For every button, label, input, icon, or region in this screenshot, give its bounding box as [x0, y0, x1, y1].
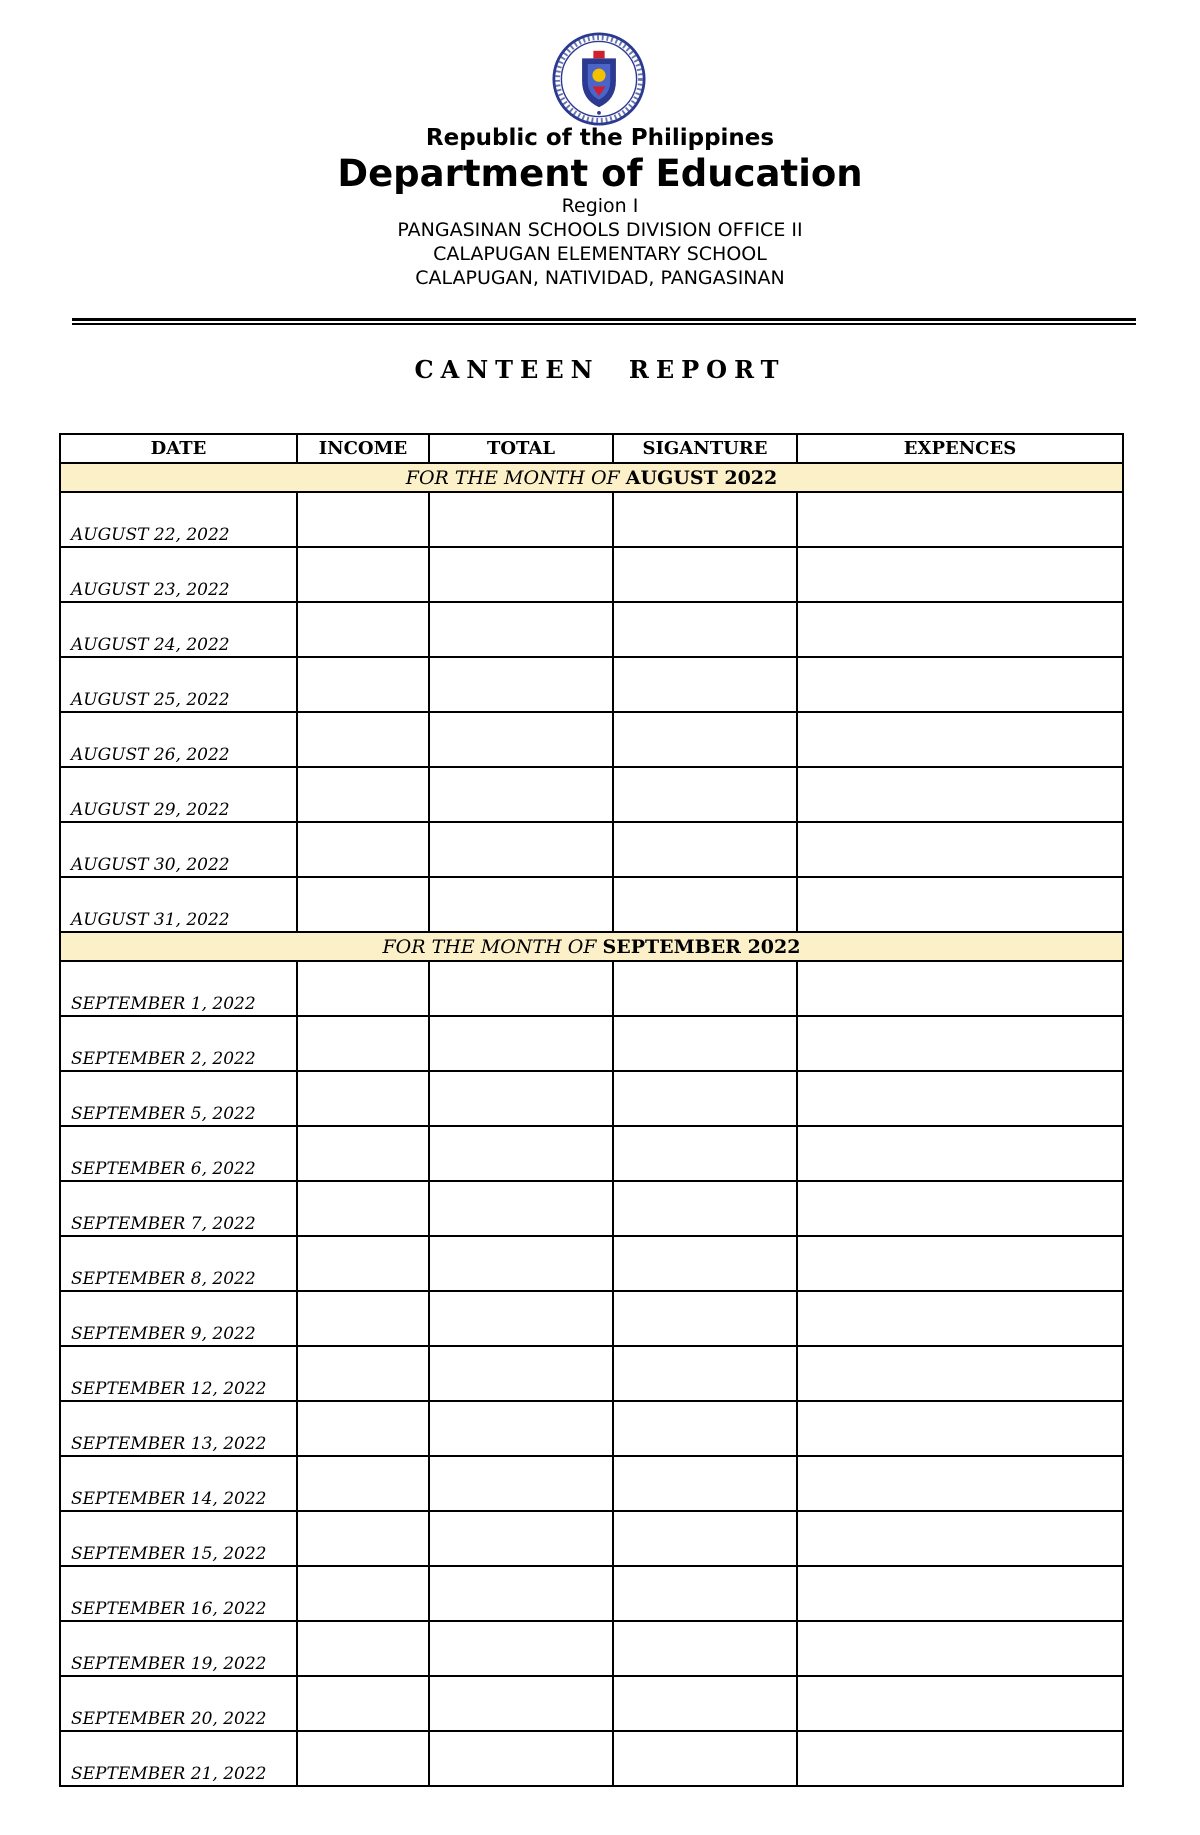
date-cell: AUGUST 25, 2022	[60, 657, 297, 712]
table-row	[60, 767, 1123, 822]
expenses-cell[interactable]	[797, 492, 1123, 547]
date-cell: SEPTEMBER 8, 2022	[60, 1236, 297, 1291]
deped-seal-icon	[552, 32, 646, 126]
signature-cell[interactable]	[613, 822, 797, 877]
income-cell[interactable]	[297, 961, 429, 1016]
total-cell[interactable]	[429, 1071, 613, 1126]
signature-cell[interactable]	[613, 712, 797, 767]
expenses-cell[interactable]	[797, 1731, 1123, 1786]
signature-cell[interactable]	[613, 492, 797, 547]
expenses-cell[interactable]	[797, 1126, 1123, 1181]
signature-cell[interactable]	[613, 1071, 797, 1126]
expenses-cell[interactable]	[797, 1016, 1123, 1071]
table-row	[60, 712, 1123, 767]
signature-cell[interactable]	[613, 1566, 797, 1621]
month-prefix: FOR THE MONTH OF	[405, 466, 626, 489]
table-row	[60, 492, 1123, 547]
income-cell[interactable]	[297, 602, 429, 657]
total-cell[interactable]	[429, 1126, 613, 1181]
header-divider-thin	[72, 323, 1136, 325]
expenses-cell[interactable]	[797, 822, 1123, 877]
income-cell[interactable]	[297, 1236, 429, 1291]
signature-cell[interactable]	[613, 1346, 797, 1401]
address-line: CALAPUGAN, NATIVIDAD, PANGASINAN	[415, 267, 785, 289]
income-cell[interactable]	[297, 877, 429, 932]
total-cell[interactable]	[429, 1511, 613, 1566]
income-cell[interactable]	[297, 1071, 429, 1126]
date-cell: SEPTEMBER 20, 2022	[60, 1676, 297, 1731]
signature-cell[interactable]	[613, 1181, 797, 1236]
income-cell[interactable]	[297, 712, 429, 767]
table-row	[60, 1236, 1123, 1291]
date-cell: AUGUST 31, 2022	[60, 877, 297, 932]
expenses-cell[interactable]	[797, 1401, 1123, 1456]
table-row	[60, 547, 1123, 602]
income-cell[interactable]	[297, 1456, 429, 1511]
column-header-income: INCOME	[297, 434, 429, 463]
table-row	[60, 1731, 1123, 1786]
income-cell[interactable]	[297, 492, 429, 547]
month-name: AUGUST 2022	[625, 466, 778, 489]
income-cell[interactable]	[297, 1016, 429, 1071]
report-title: CANTEEN REPORT	[414, 355, 786, 384]
expenses-cell[interactable]	[797, 1181, 1123, 1236]
signature-cell[interactable]	[613, 602, 797, 657]
income-cell[interactable]	[297, 657, 429, 712]
date-cell: AUGUST 26, 2022	[60, 712, 297, 767]
income-cell[interactable]	[297, 1291, 429, 1346]
expenses-cell[interactable]	[797, 712, 1123, 767]
table-row	[60, 1621, 1123, 1676]
republic-heading: Republic of the Philippines	[425, 125, 775, 151]
expenses-cell[interactable]	[797, 1511, 1123, 1566]
income-cell[interactable]	[297, 547, 429, 602]
column-header-date: DATE	[60, 434, 297, 463]
department-heading: Department of Education	[337, 152, 863, 195]
total-cell[interactable]	[429, 1566, 613, 1621]
income-cell[interactable]	[297, 1401, 429, 1456]
expenses-cell[interactable]	[797, 1346, 1123, 1401]
income-cell[interactable]	[297, 1566, 429, 1621]
signature-cell[interactable]	[613, 657, 797, 712]
date-cell: AUGUST 24, 2022	[60, 602, 297, 657]
region-line: Region I	[561, 195, 639, 217]
signature-cell[interactable]	[613, 1621, 797, 1676]
date-cell: SEPTEMBER 2, 2022	[60, 1016, 297, 1071]
total-cell[interactable]	[429, 1676, 613, 1731]
total-cell[interactable]	[429, 1016, 613, 1071]
table-row	[60, 1346, 1123, 1401]
date-cell: AUGUST 22, 2022	[60, 492, 297, 547]
division-line: PANGASINAN SCHOOLS DIVISION OFFICE II	[397, 219, 803, 241]
column-header-expenses: EXPENCES	[797, 434, 1123, 463]
total-cell[interactable]	[429, 822, 613, 877]
income-cell[interactable]	[297, 767, 429, 822]
date-cell: SEPTEMBER 1, 2022	[60, 961, 297, 1016]
income-cell[interactable]	[297, 1676, 429, 1731]
table-row	[60, 1456, 1123, 1511]
date-cell: AUGUST 23, 2022	[60, 547, 297, 602]
signature-cell[interactable]	[613, 547, 797, 602]
income-cell[interactable]	[297, 1621, 429, 1676]
date-cell: SEPTEMBER 5, 2022	[60, 1071, 297, 1126]
month-header	[60, 463, 1123, 492]
expenses-cell[interactable]	[797, 1621, 1123, 1676]
date-cell: SEPTEMBER 16, 2022	[60, 1566, 297, 1621]
income-cell[interactable]	[297, 1181, 429, 1236]
table-row	[60, 1016, 1123, 1071]
total-cell[interactable]	[429, 767, 613, 822]
column-header-signature: SIGANTURE	[613, 434, 797, 463]
table-row	[60, 1566, 1123, 1621]
total-cell[interactable]	[429, 1291, 613, 1346]
income-cell[interactable]	[297, 1731, 429, 1786]
table-row	[60, 1126, 1123, 1181]
date-cell: SEPTEMBER 14, 2022	[60, 1456, 297, 1511]
date-cell: SEPTEMBER 12, 2022	[60, 1346, 297, 1401]
table-row	[60, 1071, 1123, 1126]
date-cell: AUGUST 29, 2022	[60, 767, 297, 822]
expenses-cell[interactable]	[797, 961, 1123, 1016]
total-cell[interactable]	[429, 492, 613, 547]
expenses-cell[interactable]	[797, 1071, 1123, 1126]
signature-cell[interactable]	[613, 1456, 797, 1511]
table-row	[60, 822, 1123, 877]
signature-cell[interactable]	[613, 1291, 797, 1346]
income-cell[interactable]	[297, 1511, 429, 1566]
signature-cell[interactable]	[613, 877, 797, 932]
date-cell: SEPTEMBER 21, 2022	[60, 1731, 297, 1786]
expenses-cell[interactable]	[797, 547, 1123, 602]
total-cell[interactable]	[429, 877, 613, 932]
column-header-total: TOTAL	[429, 434, 613, 463]
total-cell[interactable]	[429, 1181, 613, 1236]
table-row	[60, 1181, 1123, 1236]
table-body	[60, 463, 1123, 1786]
table-header-row	[60, 434, 1123, 463]
total-cell[interactable]	[429, 1731, 613, 1786]
signature-cell[interactable]	[613, 961, 797, 1016]
signature-cell[interactable]	[613, 1511, 797, 1566]
signature-cell[interactable]	[613, 1016, 797, 1071]
table-row	[60, 1511, 1123, 1566]
signature-cell[interactable]	[613, 1676, 797, 1731]
expenses-cell[interactable]	[797, 1676, 1123, 1731]
table-row	[60, 1401, 1123, 1456]
expenses-cell[interactable]	[797, 657, 1123, 712]
month-name: SEPTEMBER 2022	[602, 935, 801, 958]
expenses-cell[interactable]	[797, 767, 1123, 822]
expenses-cell[interactable]	[797, 602, 1123, 657]
expenses-cell[interactable]	[797, 1456, 1123, 1511]
total-cell[interactable]	[429, 657, 613, 712]
total-cell[interactable]	[429, 1236, 613, 1291]
signature-cell[interactable]	[613, 1236, 797, 1291]
date-cell: SEPTEMBER 9, 2022	[60, 1291, 297, 1346]
income-cell[interactable]	[297, 1346, 429, 1401]
total-cell[interactable]	[429, 1456, 613, 1511]
header-divider-thick	[72, 318, 1136, 321]
table-row	[60, 1676, 1123, 1731]
signature-cell[interactable]	[613, 767, 797, 822]
expenses-cell[interactable]	[797, 1291, 1123, 1346]
signature-cell[interactable]	[613, 1731, 797, 1786]
table-row	[60, 657, 1123, 712]
signature-cell[interactable]	[613, 1126, 797, 1181]
month-header-row	[60, 463, 1123, 492]
canteen-report-table	[59, 433, 1124, 1787]
date-cell: SEPTEMBER 19, 2022	[60, 1621, 297, 1676]
month-prefix: FOR THE MONTH OF	[382, 935, 603, 958]
date-cell: SEPTEMBER 15, 2022	[60, 1511, 297, 1566]
table-row	[60, 1291, 1123, 1346]
date-cell: SEPTEMBER 13, 2022	[60, 1401, 297, 1456]
total-cell[interactable]	[429, 1401, 613, 1456]
month-header	[60, 932, 1123, 961]
expenses-cell[interactable]	[797, 877, 1123, 932]
school-line: CALAPUGAN ELEMENTARY SCHOOL	[433, 243, 767, 265]
total-cell[interactable]	[429, 547, 613, 602]
expenses-cell[interactable]	[797, 1566, 1123, 1621]
total-cell[interactable]	[429, 961, 613, 1016]
total-cell[interactable]	[429, 1346, 613, 1401]
month-header-row	[60, 932, 1123, 961]
expenses-cell[interactable]	[797, 1236, 1123, 1291]
table-row	[60, 961, 1123, 1016]
total-cell[interactable]	[429, 712, 613, 767]
table-row	[60, 877, 1123, 932]
total-cell[interactable]	[429, 1621, 613, 1676]
date-cell: AUGUST 30, 2022	[60, 822, 297, 877]
total-cell[interactable]	[429, 602, 613, 657]
table-row	[60, 602, 1123, 657]
date-cell: SEPTEMBER 6, 2022	[60, 1126, 297, 1181]
income-cell[interactable]	[297, 822, 429, 877]
income-cell[interactable]	[297, 1126, 429, 1181]
date-cell: SEPTEMBER 7, 2022	[60, 1181, 297, 1236]
signature-cell[interactable]	[613, 1401, 797, 1456]
